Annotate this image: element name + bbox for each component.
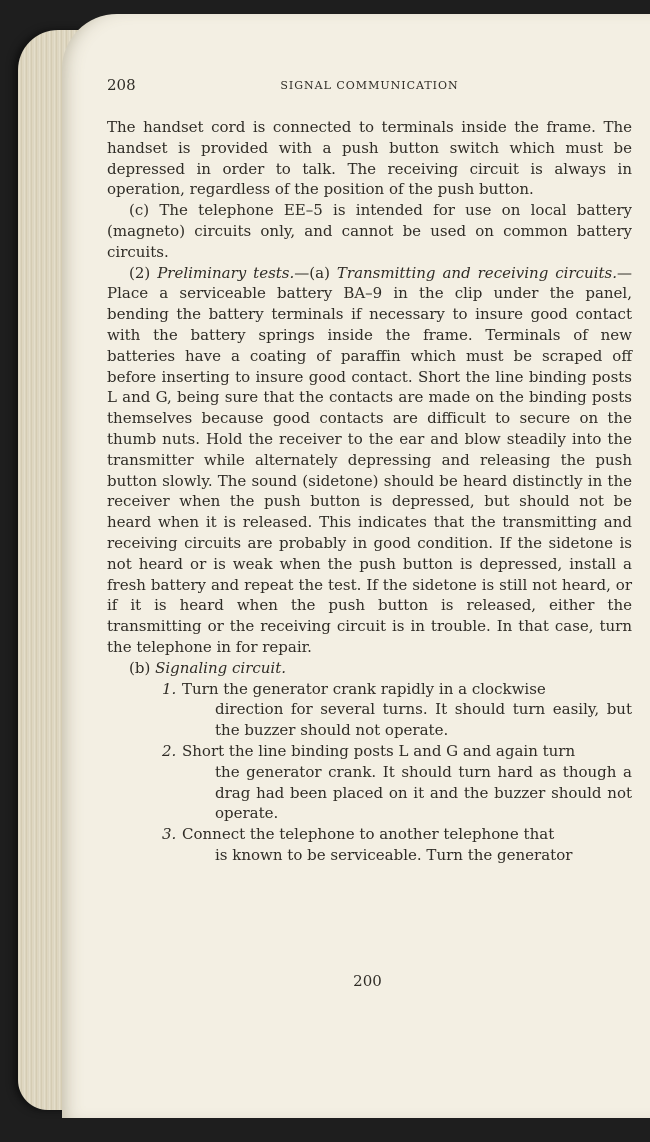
step-text-first-line: Short the line binding posts L and G and again turn — [182, 741, 576, 760]
header-page-number: 208 — [107, 76, 136, 94]
section-2-dash: — — [294, 263, 310, 282]
subsection-a-label: (a) — [309, 263, 330, 282]
list-item — [107, 824, 632, 866]
step-text — [182, 741, 632, 824]
section-2-title: Preliminary tests. — [157, 263, 295, 282]
list-item — [107, 679, 632, 741]
step-text — [182, 824, 632, 866]
step-text-first-line: Turn the generator crank rapidly in a clockwise — [182, 679, 546, 698]
step-number: 1. — [162, 679, 177, 698]
subsection-b-label: (b) — [129, 658, 151, 677]
paragraph-preliminary-tests — [107, 263, 632, 658]
subsection-b-title: Signaling circuit. — [155, 658, 287, 677]
paragraph-c-label: (c) — [129, 201, 150, 220]
running-head: SIGNAL COMMUNICATION — [280, 79, 459, 92]
step-text-continuation: is known to be serviceable. Turn the generator — [215, 845, 573, 864]
step-text-continuation: the generator crank. It should turn hard as though a drag had been placed on it and the buzzer should not operate. — [215, 762, 632, 823]
step-text-continuation: direction for several turns. It should turn easily, but the buzzer should not operate. — [215, 700, 632, 740]
page-body — [107, 117, 632, 866]
subsection-b-heading — [107, 658, 632, 679]
footer-page-number: 200 — [353, 972, 382, 990]
step-number: 2. — [162, 741, 177, 760]
step-text — [182, 679, 632, 741]
section-2-label: (2) — [129, 263, 151, 282]
list-item — [107, 741, 632, 824]
signaling-steps-list — [107, 679, 632, 866]
paragraph-handset-cord: The handset cord is connected to terminals inside the frame. The handset is provided with a push button switch which must be depressed in order to talk. The receiving circuit is always in operation, regardless of the position of the push button. — [107, 118, 632, 199]
subsection-a-text: —Place a serviceable battery BA–9 in the clip under the panel, bending the battery terminals if necessary to insure good contact with the battery springs inside the frame. Terminals of new batteries have a coating of paraffin which must be scraped off before inserting to insure good contact. Short the line binding posts L and G, being sure that the contacts are made on the binding posts themselves because good contacts are difficult to secure on the thumb nuts. Hold the receiver to the ear and blow steadily into the transmitter while alternately depressing and releasing the push button slowly. The sound (sidetone) should be heard distinctly in the receiver when the push button is depressed, but should not be heard when it is released. This indicates that the transmitting and receiving circuits are probably in good condition. If the sidetone is not heard or is weak when the push button is depressed, install a fresh battery and repeat the test. If the sidetone is still not heard, or if it is heard when the push button is released, either the transmitting or the receiving circuit is in trouble. In that case, turn the telephone in for repair. — [107, 263, 632, 656]
step-text-first-line: Connect the telephone to another telephone that — [182, 825, 555, 844]
page-header — [107, 76, 632, 98]
paragraph-c-text: The telephone EE–5 is intended for use on local battery (magneto) circuits only, and cannot be used on common battery circuits. — [107, 201, 632, 261]
step-number: 3. — [162, 825, 177, 844]
paragraph-c — [107, 200, 632, 262]
subsection-a-title: Transmitting and receiving circuits. — [336, 263, 617, 282]
